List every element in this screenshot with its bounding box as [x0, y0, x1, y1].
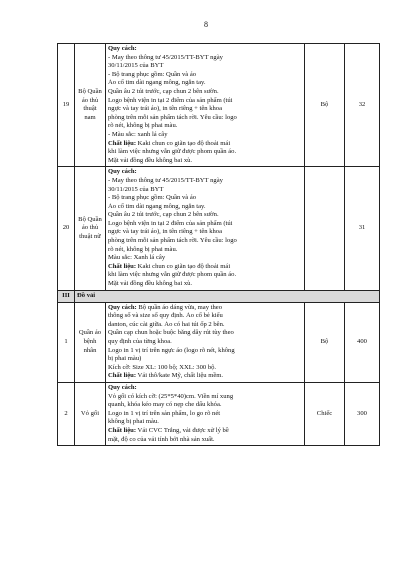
quantity: 400: [345, 302, 380, 382]
description-line: rõ nét, không bị phai màu.: [108, 122, 178, 130]
description-line: [108, 168, 301, 177]
description-line: Mặt vải đồng đều không bai xù.: [108, 156, 193, 164]
description-line: Áo cổ tim dài ngang mông, ngắn tay.: [108, 79, 206, 87]
description-line: Quần âu 2 túi trước, cạp chun 2 bên sườn.: [108, 87, 219, 95]
row-number: 19: [58, 44, 75, 167]
row-number: 20: [58, 167, 75, 290]
unit: [305, 167, 345, 290]
item-name: Quần áo bệnh nhân: [75, 302, 106, 382]
description-line: thông số và size số quy định. Áo cổ bẻ kiểu: [108, 312, 223, 320]
description-label: Quy cách:: [108, 45, 137, 52]
description-line: Áo cổ tim dài ngang mông, ngắn tay.: [108, 202, 206, 210]
description-line: Chất liệu: Kaki chun co giãn tạo độ thoải mái: [108, 262, 231, 270]
description-label: Chất liệu:: [108, 139, 137, 147]
item-description: [106, 44, 305, 167]
description-line: mặt, độ co của vải tính bởi nhà sản xuất.: [108, 435, 215, 443]
description-label: Quy cách:: [108, 303, 137, 311]
description-label: Chất liệu:: [108, 426, 137, 434]
description-line: [108, 384, 301, 393]
item-description: [106, 382, 305, 445]
description-line: ngực và tay trái áo), in tên riêng + tên khoa: [108, 228, 223, 236]
quantity: 31: [345, 167, 380, 290]
section-row: [58, 290, 380, 302]
description-line: danton, cúc cài giữa. Áo có hai túi ốp 2 bên.: [108, 320, 225, 328]
description-line: Chất liệu: Vải thô/kate Mỹ, chất liệu mềm.: [108, 372, 224, 380]
item-name: Bộ Quần áo thủ thuật nam: [75, 44, 106, 167]
row-number: 1: [58, 302, 75, 382]
description-line: phòng trên mỗi sản phẩm tách rời. Yêu cầu: logo: [108, 113, 237, 121]
table-row: [58, 382, 380, 445]
unit: Bộ: [305, 44, 345, 167]
description-line: rõ nét, không bị phai màu.: [108, 245, 178, 253]
section-title: Đồ vải: [75, 290, 380, 302]
quantity: 300: [345, 382, 380, 445]
description-line: quanh, khóa kéo may có nẹp che dấu khóa.: [108, 401, 222, 409]
item-name: Bộ Quần áo thủ thuật nữ: [75, 167, 106, 290]
unit: Bộ: [305, 302, 345, 382]
description-line: - May theo thông tư 45/2015/TT-BYT ngày: [108, 53, 223, 61]
description-line: 30/11/2015 của BYT: [108, 62, 164, 70]
description-line: khi làm việc nhưng vẫn giữ được phom quần áo.: [108, 148, 237, 156]
description-label: Chất liệu:: [108, 262, 137, 270]
description-line: Logo bệnh viện in tại 2 điểm của sản phẩm (túi: [108, 96, 233, 104]
description-line: Chất liệu: Vải CVC Trắng, vải được xử lý bề: [108, 426, 229, 434]
item-description: [106, 302, 305, 382]
description-line: Logo in 1 vị trí trên ngực áo (logo rõ nét, không: [108, 346, 235, 354]
description-line: Logo in 1 vị trí trên sản phẩm, lo go rõ nét: [108, 409, 221, 417]
section-number: III: [58, 290, 75, 302]
description-line: Quy cách: Bộ quần áo dáng vừa, may theo: [108, 303, 223, 311]
description-line: Logo bệnh viện in tại 2 điểm của sản phẩm (túi: [108, 219, 233, 227]
description-line: - Bộ trang phục gồm: Quần và áo: [108, 70, 197, 78]
quantity: 32: [345, 44, 380, 167]
description-label: Chất liệu:: [108, 372, 137, 380]
description-line: [108, 45, 301, 54]
description-line: không bị phai màu.: [108, 418, 159, 426]
item-description: [106, 167, 305, 290]
description-line: - Màu sắc: xanh lá cây: [108, 130, 168, 138]
description-label: Quy cách:: [108, 168, 137, 176]
description-line: Kích cỡ: Size XL: 100 bộ; XXL: 300 bộ.: [108, 363, 217, 371]
description-line: quy định của từng khoa.: [108, 338, 172, 345]
row-number: 2: [58, 382, 75, 445]
description-line: Màu sắc: Xanh lá cây: [108, 254, 166, 262]
description-line: 30/11/2015 của BYT: [108, 185, 164, 193]
description-line: khi làm việc nhưng vẫn giữ được phom quần áo.: [108, 271, 237, 279]
description-line: phòng trên mỗi sản phẩm tách rời. Yêu cầu: logo: [108, 237, 237, 245]
description-line: Mặt vải đồng đều không bai xù.: [108, 280, 193, 288]
description-label: Quy cách:: [108, 383, 137, 391]
table-row: [58, 302, 380, 382]
table-row: [58, 167, 380, 290]
page-number: 8: [204, 20, 208, 29]
table-row: [58, 44, 380, 167]
product-spec-table: [57, 43, 380, 446]
description-line: Quần âu 2 túi trước, cạp chun 2 bên sườn.: [108, 211, 219, 219]
description-line: Vỏ gối có kích cỡ: (25*5*40)cm. Viền mí xung: [108, 392, 234, 400]
item-name: Vỏ gối: [75, 382, 106, 445]
description-line: - Bộ trang phục gồm: Quần và áo: [108, 194, 197, 202]
description-line: - May theo thông tư 45/2015/TT-BYT ngày: [108, 176, 223, 184]
description-line: Quần cạp chun hoặc buộc băng dây rút tùy theo: [108, 329, 234, 337]
description-line: bị phai màu): [108, 355, 142, 363]
unit: Chiếc: [305, 382, 345, 445]
description-line: ngực và tay trái áo), in tên riêng + tên khoa: [108, 105, 223, 113]
description-line: Chất liệu: Kaki chun co giãn tạo độ thoải mái: [108, 139, 231, 147]
